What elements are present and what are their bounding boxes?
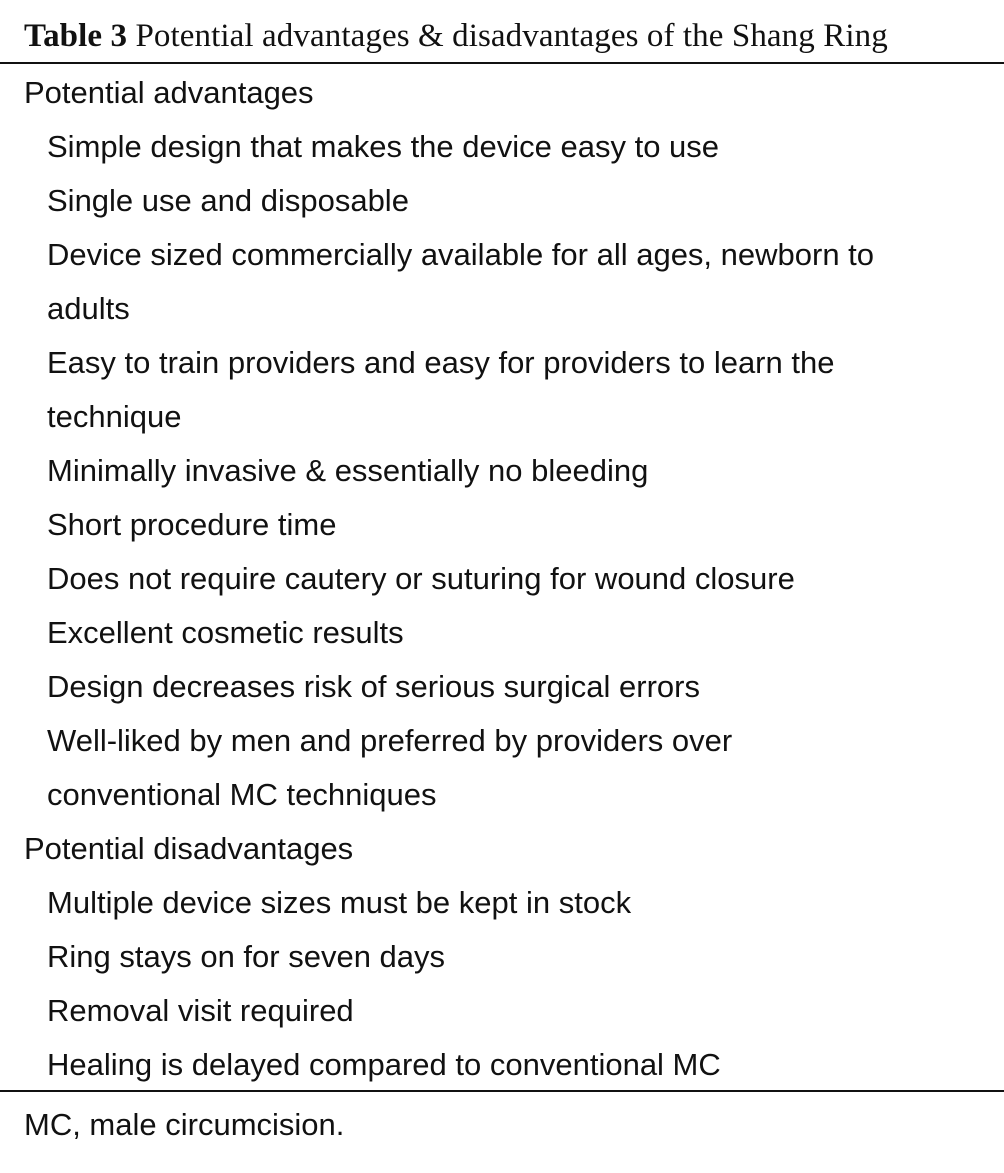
advantage-line: Short procedure time (47, 507, 337, 542)
disadvantage-line: Multiple device sizes must be kept in stock (47, 885, 632, 920)
table-caption-label: Table 3 (24, 18, 128, 54)
table-footnote: MC, male circumcision. (24, 1107, 345, 1142)
advantage-line: Excellent cosmetic results (47, 615, 404, 650)
disadvantage-line: Healing is delayed compared to conventional MC (47, 1047, 721, 1082)
table-body (0, 66, 1004, 1092)
advantage-line: technique (47, 399, 182, 434)
table-top-rule (0, 62, 1004, 64)
advantage-line: Well-liked by men and preferred by providers over (47, 723, 733, 758)
advantage-line: Design decreases risk of serious surgical errors (47, 669, 700, 704)
table-bottom-rule (0, 1090, 1004, 1092)
advantage-line: Does not require cautery or suturing for wound closure (47, 561, 795, 596)
table-caption (24, 14, 888, 58)
advantage-line: conventional MC techniques (47, 777, 437, 812)
section-heading-advantages: Potential advantages (24, 75, 314, 110)
disadvantage-line: Removal visit required (47, 993, 354, 1028)
advantage-line: Easy to train providers and easy for providers to learn the (47, 345, 835, 380)
advantage-line: Device sized commercially available for all ages, newborn to (47, 237, 875, 272)
advantage-line: Simple design that makes the device easy to use (47, 129, 720, 164)
disadvantage-line: Ring stays on for seven days (47, 939, 446, 974)
advantage-line: Minimally invasive & essentially no bleeding (47, 453, 649, 488)
advantage-line: Single use and disposable (47, 183, 409, 218)
advantage-line: adults (47, 291, 130, 326)
section-heading-disadvantages: Potential disadvantages (24, 831, 354, 866)
table-caption-text: Potential advantages & disadvantages of the Shang Ring (135, 18, 888, 54)
